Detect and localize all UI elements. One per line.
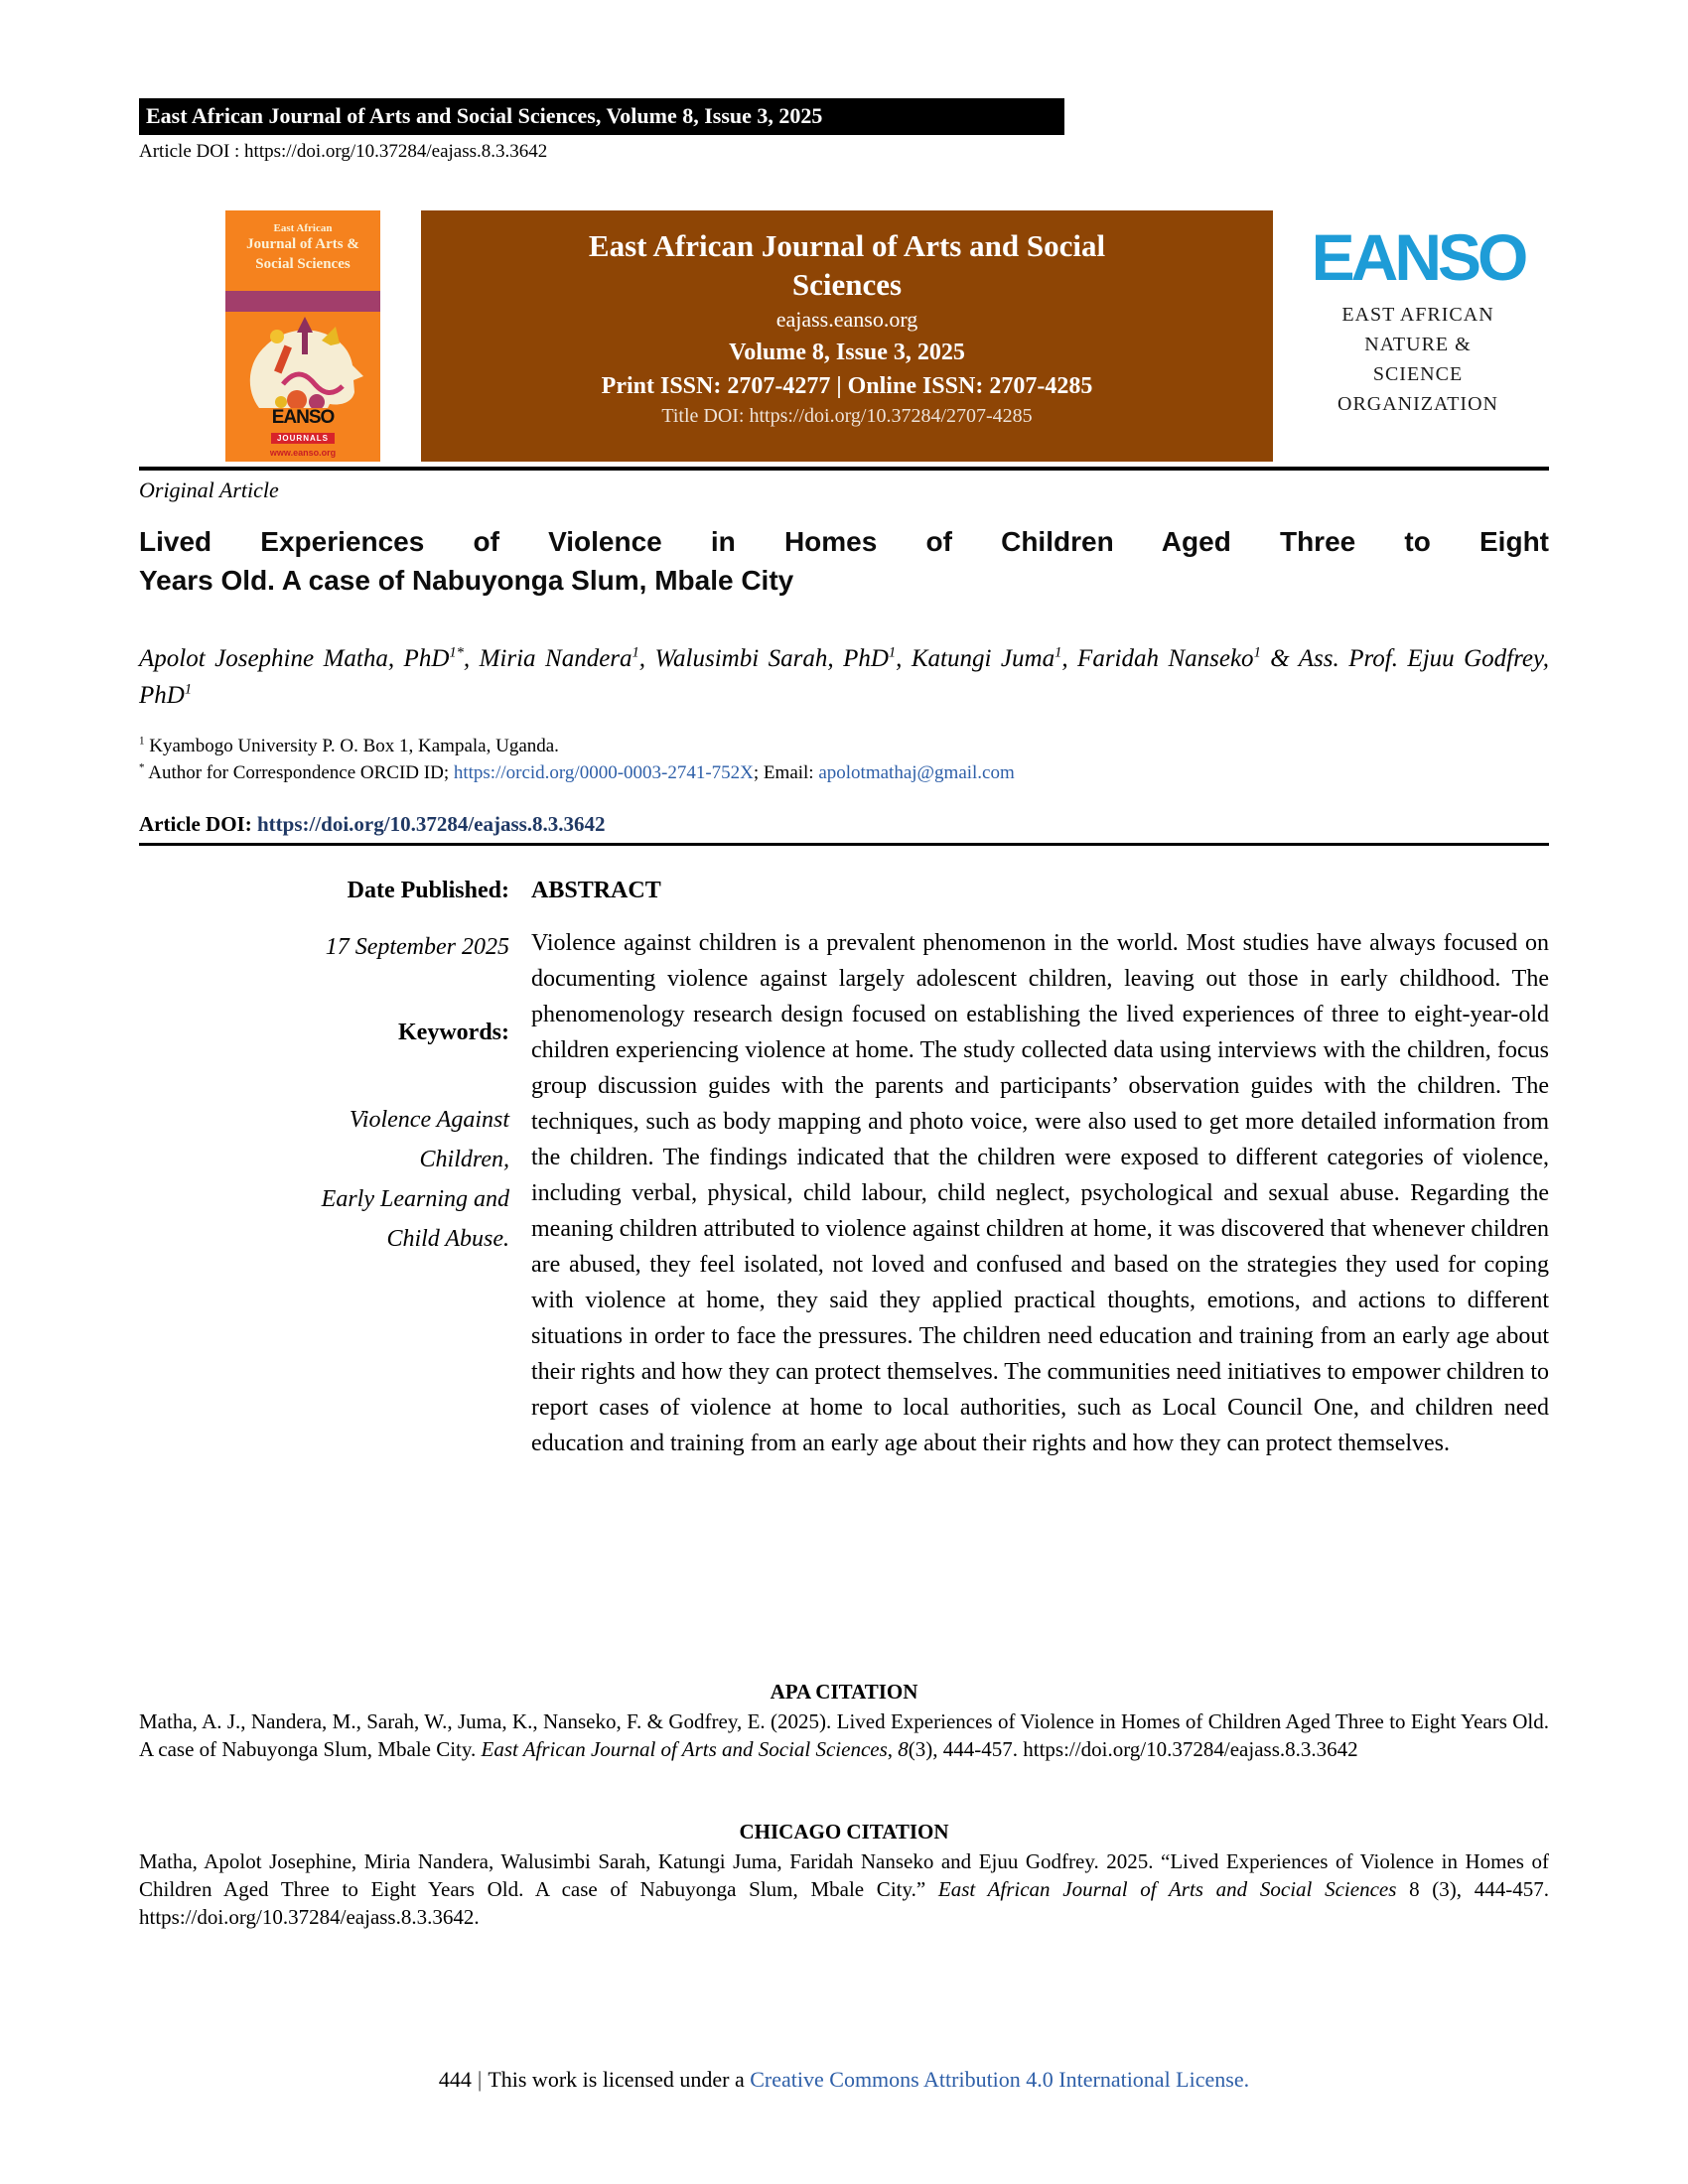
chicago-citation-post: 8 (3), 444-457. https://doi.org/10.37284/eajass.8.3.3642. — [139, 1877, 1549, 1929]
keyword-line-2: Children, — [419, 1147, 509, 1172]
org-name-line-2: NATURE & — [1364, 334, 1472, 355]
author-list — [139, 640, 1549, 714]
cover-eanso-logo — [225, 408, 380, 458]
cover-website: www.eanso.org — [269, 448, 337, 458]
affiliation-marker: 1 — [139, 735, 145, 748]
license-pre-text: This work is licensed under a — [488, 2067, 751, 2092]
author-6: & Ass. Prof. Ejuu Godfrey, PhD — [139, 645, 1549, 709]
chicago-citation-heading: CHICAGO CITATION — [739, 1820, 949, 1843]
email-link[interactable]: apolotmathaj@gmail.com — [818, 762, 1015, 783]
apa-citation-pre: Matha, A. J., Nandera, M., Sarah, W., Juma, K., Nanseko, F. & Godfrey, E. (2025). Lived Experiences of Violence in Homes of Children Aged Three to Eight Years Old. A case of Nabuyonga Slum, Mbale City. — [139, 1709, 1549, 1761]
apa-citation-post: (3), 444-457. https://doi.org/10.37284/eajass.8.3.3642 — [908, 1737, 1358, 1761]
affiliation-line — [139, 733, 1549, 759]
date-published-value: 17 September 2025 — [325, 934, 509, 960]
author-5: , Faridah Nanseko — [1061, 645, 1254, 672]
apa-citation-heading: APA CITATION — [770, 1680, 918, 1704]
journal-title-doi: Title DOI: https://doi.org/10.37284/2707-4285 — [661, 405, 1033, 427]
journal-banner: East African Journal of Arts and Social Sciences, Volume 8, Issue 3, 2025 — [139, 98, 1064, 135]
journal-info-box — [421, 210, 1273, 462]
article-doi-label: Article DOI: — [139, 812, 257, 836]
orcid-link[interactable]: https://orcid.org/0000-0003-2741-752X — [453, 762, 754, 783]
author-1: Apolot Josephine Matha, PhD — [139, 645, 450, 672]
journal-issn: Print ISSN: 2707-4277 | Online ISSN: 2707-4285 — [601, 373, 1093, 399]
article-type-label: Original Article — [139, 478, 279, 502]
chicago-citation-text — [139, 1847, 1549, 1931]
author-2: , Miria Nandera — [463, 645, 633, 672]
eanso-org-block — [1277, 220, 1559, 419]
apa-citation-mid: , — [887, 1737, 899, 1761]
journal-cover-title — [225, 210, 380, 274]
abstract-divider-rule — [139, 843, 1549, 846]
abstract-heading: ABSTRACT — [531, 878, 661, 903]
author-5-affil-marker: 1 — [1253, 644, 1261, 661]
author-4: , Katungi Juma — [896, 645, 1055, 672]
journal-title-line-2: Sciences — [791, 267, 903, 302]
chicago-citation-journal: East African Journal of Arts and Social Sciences — [937, 1877, 1397, 1901]
article-title-line-2: Years Old. A case of Nabuyonga Slum, Mbale City — [139, 565, 794, 596]
org-name-line-4: ORGANIZATION — [1337, 393, 1498, 415]
apa-citation-text — [139, 1707, 1549, 1763]
apa-citation-volume: 8 — [898, 1737, 909, 1761]
journal-cover-thumbnail — [225, 210, 380, 462]
journal-cover-art — [225, 313, 380, 408]
keyword-line-1: Violence Against — [349, 1107, 509, 1133]
cover-journals-badge: JOURNALS — [271, 433, 335, 444]
page-footer — [139, 2067, 1549, 2093]
abstract-body: Violence against children is a prevalent phenomenon in the world. Most studies have always focused on documenting violence against largely adolescent children, leaving out those in early childhood. The phenomenology research design focused on establishing the lived experiences of three to eight-year-old children experiencing violence at home. The study collected data using interviews with the children, focus group discussion guides with the parents and participants’ observation guides with the children. The techniques, such as body mapping and photo voice, were also used to get more detailed information from the children. The findings indicated that the children were exposed to different categories of violence, including verbal, physical, child labour, child neglect, psychological and sexual abuse. Regarding the meaning children attributed to violence against children at home, it was discovered that whenever children are abused, they feel isolated, not loved and confused and based on the strategies they used for coping with violence at home, they said they applied practical thoughts, emotions, and actions to different situations in order to face the pressures. The children need education and training from an early age about their rights and how they can protect themselves. The communities need initiatives to empower children to report cases of violence at home to local authorities, such as Local Council One, and children need education and training from an early age about their rights and how they can protect themselves. — [531, 930, 1549, 1456]
footer-separator: | — [477, 2067, 483, 2092]
article-doi-link[interactable]: https://doi.org/10.37284/eajass.8.3.3642 — [256, 812, 606, 836]
license-link[interactable]: Creative Commons Attribution 4.0 International License. — [750, 2067, 1250, 2092]
author-3-affil-marker: 1 — [888, 644, 897, 661]
journal-title — [421, 226, 1273, 304]
article-doi-row — [139, 812, 606, 837]
journal-title-line-1: East African Journal of Arts and Social — [588, 228, 1106, 263]
article-title-line-1: Lived Experiences of Violence in Homes of Children Aged Three to Eight — [139, 526, 1549, 557]
eanso-org-name — [1277, 300, 1559, 419]
correspondence-pre-text: Author for Correspondence ORCID ID; — [144, 762, 454, 783]
page-number: 444 — [438, 2067, 472, 2092]
org-name-line-1: EAST AFRICAN — [1341, 304, 1494, 326]
correspondence-mid-text: ; Email: — [753, 762, 819, 783]
keyword-line-3: Early Learning and — [321, 1186, 509, 1212]
eanso-logo: EANSO — [1311, 220, 1525, 294]
author-2-affil-marker: 1 — [632, 644, 639, 661]
author-4-affil-marker: 1 — [1055, 644, 1062, 661]
correspondence-line — [139, 759, 1549, 786]
chicago-citation-pre: Matha, Apolot Josephine, Miria Nandera, Walusimbi Sarah, Katungi Juma, Faridah Nanseko and Ejuu Godfrey. 2025. “Lived Experiences of Violence in Homes of Children Aged Three to Eight Years Old. A case of Nabuyonga Slum, Mbale City.” — [139, 1849, 1549, 1901]
keywords-label: Keywords: — [398, 1020, 509, 1045]
cover-purple-band — [225, 291, 380, 312]
org-name-line-3: SCIENCE — [1372, 363, 1464, 385]
masthead-divider-rule — [139, 467, 1549, 471]
journal-website: eajass.eanso.org — [775, 307, 918, 332]
header-article-doi-line: Article DOI : https://doi.org/10.37284/eajass.8.3.3642 — [139, 141, 548, 162]
cover-line-social-sciences: Social Sciences — [255, 256, 351, 272]
author-1-affil-marker: 1* — [449, 644, 464, 661]
affiliations — [139, 733, 1549, 786]
cover-eanso-wordmark: EANSO — [271, 407, 335, 428]
keyword-line-4: Child Abuse. — [386, 1226, 509, 1252]
affiliation-text: Kyambogo University P. O. Box 1, Kampala, Uganda. — [144, 736, 559, 756]
apa-citation-journal: East African Journal of Arts and Social Sciences — [481, 1737, 888, 1761]
date-published-label: Date Published: — [347, 878, 509, 903]
correspondence-marker: * — [139, 761, 145, 774]
article-title — [139, 522, 1549, 600]
author-6-affil-marker: 1 — [184, 681, 193, 698]
keywords-list — [139, 1100, 509, 1259]
cover-line-east-african: East African — [273, 222, 333, 234]
journal-volume-issue: Volume 8, Issue 3, 2025 — [729, 340, 965, 365]
author-3: , Walusimbi Sarah, PhD — [638, 645, 889, 672]
cover-line-journal-of-arts: Journal of Arts & — [246, 236, 359, 252]
